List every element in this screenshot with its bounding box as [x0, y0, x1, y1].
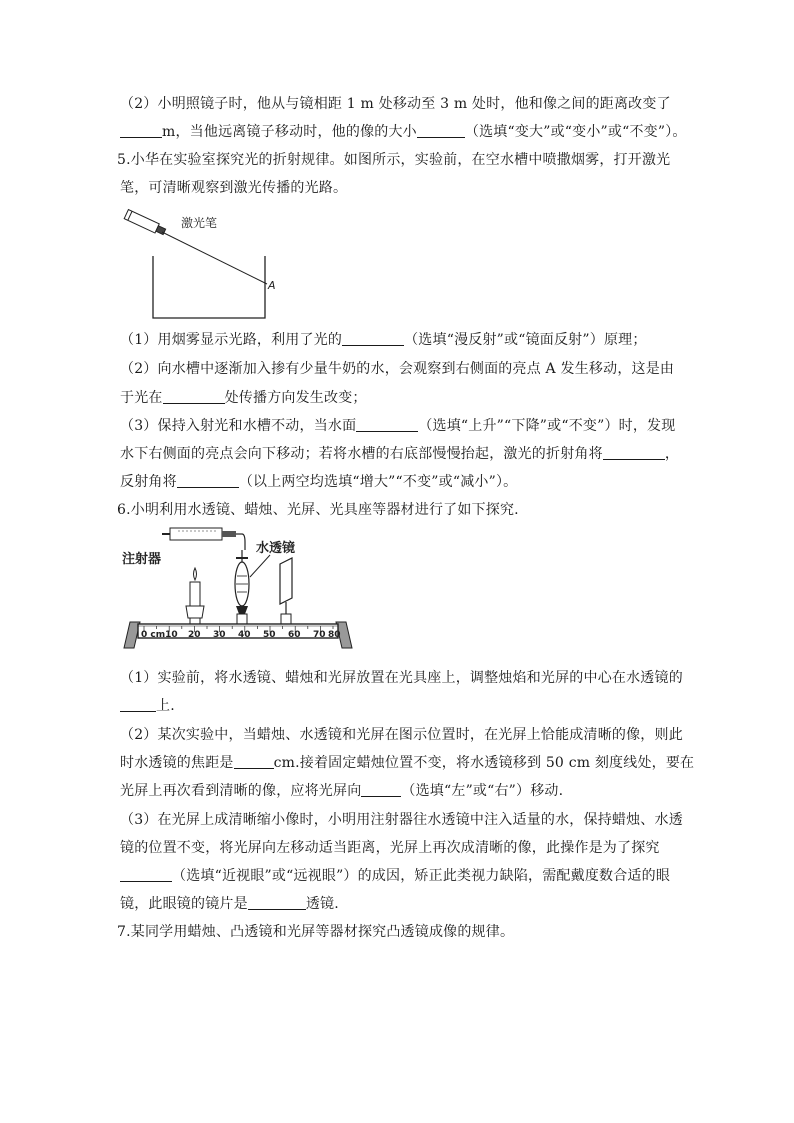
ruler-tick-label: 40 — [238, 630, 251, 640]
water-lens-icon — [235, 550, 249, 624]
answer-blank[interactable] — [603, 445, 665, 460]
answer-blank[interactable] — [177, 473, 239, 488]
q6-part1-line2: 上. — [120, 696, 175, 716]
laser-pen-label: 激光笔 — [181, 216, 218, 230]
answer-blank[interactable] — [120, 123, 162, 138]
q5-part3-line3: 反射角将 （以上两空均选填“增大”“不变”或“减小”）。 — [120, 474, 518, 490]
optical-bench-figure — [120, 522, 360, 657]
q6-part3-line1: （3）在光屏上成清晰缩小像时，小明用注射器往水透镜中注入适量的水，保持蜡烛、水透 — [120, 812, 683, 828]
answer-blank[interactable] — [417, 123, 465, 138]
light-screen-icon — [280, 558, 292, 624]
answer-blank[interactable] — [120, 867, 172, 882]
answer-blank[interactable] — [356, 417, 418, 432]
q6-part3-line3: （选填“近视眼”或“远视眼”）的成因，矫正此类视力缺陷，需配戴度数合适的眼 — [120, 866, 670, 886]
answer-blank[interactable] — [248, 895, 306, 910]
ruler-tick-label: 30 — [213, 630, 226, 640]
q5-part2-line2: 于光在 处传播方向发生改变； — [120, 390, 367, 406]
q6-part2-line1: （2）某次实验中，当蜡烛、水透镜和光屏在图示位置时，在光屏上恰能成清晰的像，则此 — [120, 727, 683, 743]
ruler-tick-label: 60 — [288, 630, 301, 640]
q5-stem-line2: 笔，可清晰观察到激光传播的光路。 — [120, 180, 348, 196]
answer-blank[interactable] — [163, 389, 225, 404]
refraction-figure — [115, 202, 280, 324]
q6-part3-line4: 镜，此眼镜的镜片是 透镜. — [120, 896, 339, 912]
ruler-tick-label: 20 — [188, 630, 201, 640]
q4-part2-line1: （2）小明照镜子时，他从与镜相距 1 m 处移动至 3 m 处时，他和像之间的距离改变了 — [120, 96, 671, 112]
q6-part1-line1: （1）实验前，将水透镜、蜡烛和光屏放置在光具座上，调整烛焰和光屏的中心在水透镜的 — [120, 670, 683, 686]
q7-stem: 7.某同学用蜡烛、凸透镜和光屏等器材探究凸透镜成像的规律。 — [117, 924, 515, 940]
ruler-tick-label: 80 — [328, 630, 341, 640]
q5-stem-line1: 5.小华在实验室探究光的折射规律。如图所示，实验前，在空水槽中喷撒烟雾，打开激光 — [117, 152, 671, 168]
optical-bench-ruler — [124, 622, 352, 648]
q5-part1: （1）用烟雾显示光路，利用了光的 （选填“漫反射”或“镜面反射”）原理； — [120, 332, 647, 348]
q5-part3-line1: （3）保持入射光和水槽不动，当水面 （选填“上升”“下降”或“不变”）时，发现 — [120, 418, 676, 434]
q6-part2-line3: 光屏上再次看到清晰的像，应将光屏向 （选填“左”或“右”）移动. — [120, 783, 564, 799]
ruler-tick-label: 70 — [313, 630, 326, 640]
ruler-tick-label: 0 cm10 — [141, 630, 178, 640]
q6-part3-line2: 镜的位置不变，将光屏向左移动适当距离，光屏上再次成清晰的像，此操作是为了探究 — [120, 840, 660, 856]
q6-stem: 6.小明利用水透镜、蜡烛、光屏、光具座等器材进行了如下探究. — [117, 502, 519, 518]
syringe-label: 注射器 — [122, 552, 162, 567]
laser-pen-icon — [124, 210, 166, 237]
water-tank — [153, 256, 265, 318]
q6-part2-line2: 时水透镜的焦距是 cm.接着固定蜡烛位置不变，将水透镜移到 50 cm 刻度线处，要在 — [120, 755, 695, 771]
answer-blank[interactable] — [234, 754, 274, 769]
ruler-tick-label: 50 — [263, 630, 276, 640]
q4-part2-line2: m，当他远离镜子移动时，他的像的大小 （选填“变大”或“变小”或“不变”）。 — [120, 122, 687, 142]
syringe-icon — [162, 528, 245, 550]
point-a-label: A — [268, 279, 276, 292]
water-lens-label: 水透镜 — [256, 541, 296, 556]
answer-blank[interactable] — [342, 331, 404, 346]
laser-beam — [162, 232, 267, 284]
q5-part2-line1: （2）向水槽中逐渐加入掺有少量牛奶的水，会观察到右侧面的亮点 A 发生移动，这是由 — [120, 361, 675, 377]
answer-blank[interactable] — [361, 782, 401, 797]
answer-blank[interactable] — [120, 697, 156, 712]
candle-icon — [186, 568, 204, 624]
q5-part3-line2: 水下右侧面的亮点会向下移动；若将水槽的右底部慢慢抬起，激光的折射角将 ， — [120, 446, 680, 462]
